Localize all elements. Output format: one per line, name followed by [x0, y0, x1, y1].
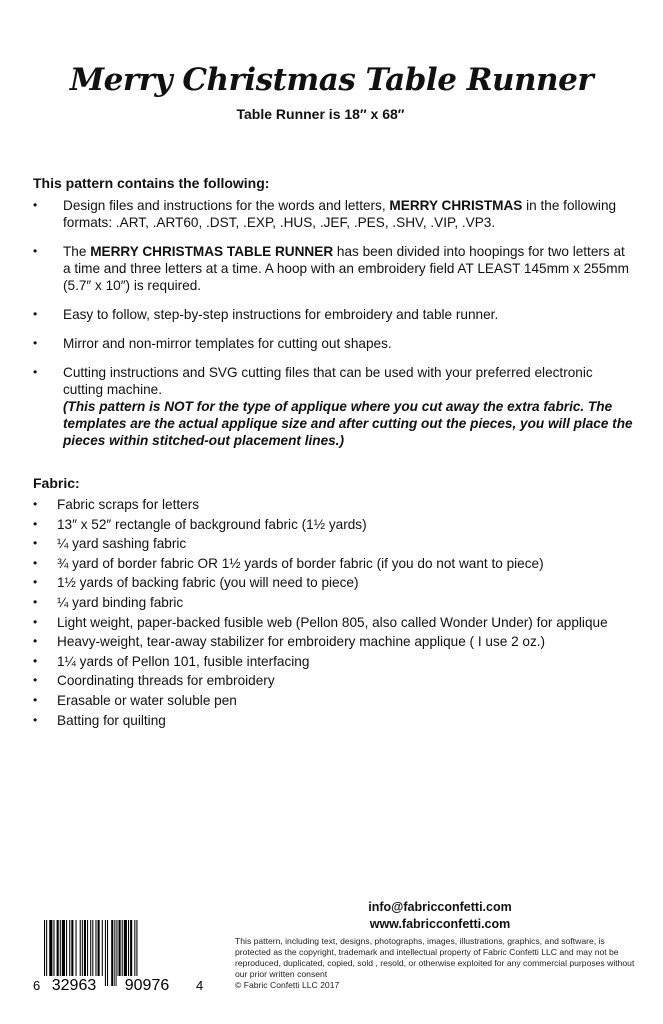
bullet-icon: •: [33, 634, 38, 649]
barcode-bar: [111, 920, 113, 986]
bullet-icon: •: [33, 614, 38, 629]
bullet-icon: •: [33, 673, 38, 688]
bullet-icon: •: [33, 536, 38, 551]
page-subtitle: Table Runner is 18″ x 68″: [236, 106, 405, 122]
list-item: • Fabric scraps for letters: [33, 497, 200, 512]
fabric-heading: Fabric:: [33, 475, 80, 491]
copyright: © Fabric Confetti LLC 2017: [235, 980, 340, 990]
list-item: • 1½ yards of backing fabric (you will need to piece): [33, 575, 359, 591]
list-item: • 13″ x 52″ rectangle of background fabric (1½ yards): [33, 516, 367, 532]
list-item: • Batting for quilting: [33, 712, 166, 728]
legal-text: This pattern, including text, designs, photographs, images, illustrations, graphics, and software, is protected as the copyright, trademark and intellectual property of Fabric Confetti LLC and may not be reproduced, duplicated, copied, sold , resold, or otherwise exploited for any commercial purposes without our prior written consent: [235, 936, 635, 979]
bullet-icon: •: [33, 594, 38, 609]
bullet-icon: •: [33, 198, 38, 212]
list-item: • ¾ yard of border fabric OR 1½ yards of border fabric (if you do not want to piece): [33, 555, 544, 571]
list-item: • Coordinating threads for embroidery: [33, 673, 275, 689]
bullet-icon: •: [33, 307, 38, 321]
bullet-icon: •: [33, 653, 38, 668]
list-item: • Heavy-weight, tear-away stabilizer for embroidery machine applique ( I use 2 oz.): [33, 634, 546, 650]
barcode-left-digit: 6: [33, 978, 41, 992]
barcode-bar: [105, 920, 106, 986]
page-title: Merry Christmas Table Runner: [69, 62, 594, 98]
contact-email[interactable]: info@fabricconfetti.com: [368, 900, 512, 914]
list-item: • Mirror and non-mirror templates for cutting out shapes.: [33, 336, 392, 351]
barcode-group-2: 90976: [124, 977, 170, 992]
bullet-icon: •: [33, 712, 38, 727]
bullet-icon: •: [33, 575, 38, 590]
bullet-icon: •: [33, 555, 38, 570]
list-item: • The MERRY CHRISTMAS TABLE RUNNER has been divided into hoopings for two letters at a time and three letters at a time. A hoop with an embroidery field AT LEAST 145mm x 255mm (5.7″ x 10″) is required.: [33, 244, 629, 293]
bullet-icon: •: [33, 336, 38, 350]
barcode-right-digit: 4: [196, 978, 204, 992]
bullet-icon: •: [33, 497, 38, 511]
barcode-bar: [107, 920, 108, 986]
contents-list: [33, 197, 633, 461]
bullet-icon: •: [33, 244, 38, 258]
applique-note: (This pattern is NOT for the type of applique where you cut away the extra fabric. The templates are the actual applique size and after cutting out the pieces, you will place the pieces within stitched-out placement lines.): [63, 399, 633, 448]
list-item: • 1¼ yards of Pellon 101, fusible interfacing: [33, 653, 310, 669]
contents-heading: This pattern contains the following:: [33, 175, 270, 191]
bullet-icon: •: [33, 365, 38, 379]
list-item: • ¼ yard binding fabric: [33, 594, 184, 610]
list-item: • ¼ yard sashing fabric: [33, 536, 187, 552]
list-item: • Cutting instructions and SVG cutting files that can be used with your preferred electronic cutting machine. (This pattern is NOT for the type of applique where you cut away the extra fabric. The templates are the actual applique size and after cutting out the pieces, you will place the pieces within stitched-out placement lines.): [33, 365, 633, 448]
bullet-icon: •: [33, 692, 38, 707]
list-item: • Easy to follow, step-by-step instructions for embroidery and table runner.: [33, 307, 499, 322]
list-item: • Design files and instructions for the words and letters, MERRY CHRISTMAS in the following formats: .ART, .ART60, .DST, .EXP, .HUS, .JEF, .PES, .SHV, .VIP, .VP3.: [33, 198, 617, 230]
barcode-bar: [114, 920, 115, 986]
fabric-list: [33, 496, 633, 731]
contact-website[interactable]: www.fabricconfetti.com: [369, 917, 511, 931]
bullet-icon: •: [33, 516, 38, 531]
upc-barcode: [30, 920, 205, 992]
list-item: • Erasable or water soluble pen: [33, 692, 237, 708]
legal-notice: [235, 936, 640, 991]
list-item: • Light weight, paper-backed fusible web (Pellon 805, also called Wonder Under) for applique: [33, 614, 608, 630]
barcode-group-1: 32963: [51, 977, 97, 992]
